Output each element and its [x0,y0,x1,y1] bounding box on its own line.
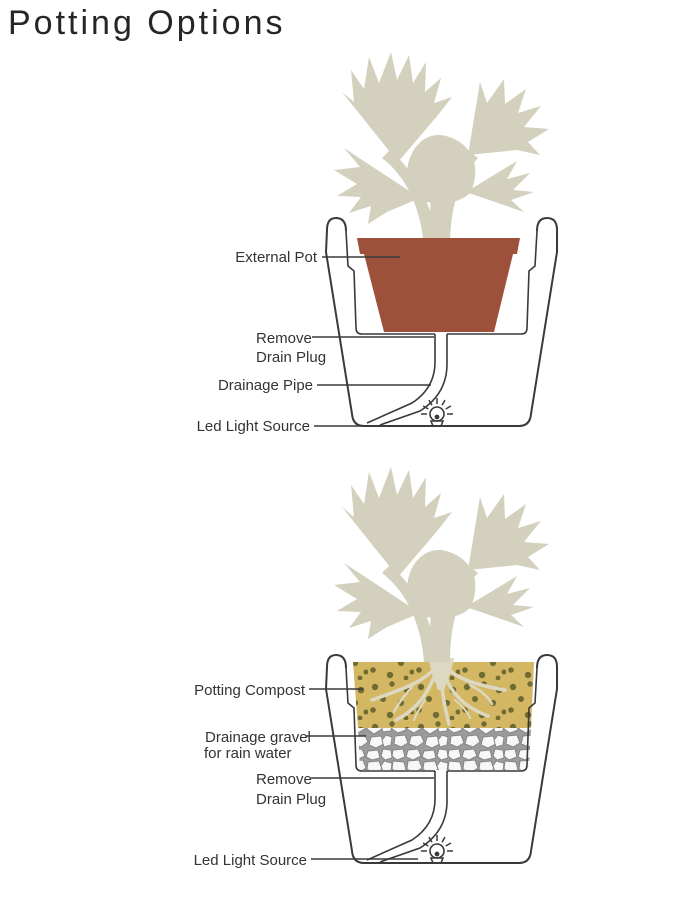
label-for-rain-water: for rain water [204,745,292,762]
label-led-light-source: Led Light Source [193,852,307,869]
diagram-external-pot-option [197,52,557,435]
plant-silhouette [334,52,549,247]
external-pot [357,238,520,332]
gravel-layer [358,728,531,770]
external-pot-rim [357,238,520,254]
label-remove: Remove [256,771,312,788]
label-potting-compost: Potting Compost [194,682,305,699]
page-title: Potting Options [8,4,286,42]
label-drainage-gravel: Drainage gravel [205,729,311,746]
label-remove: Remove [256,330,312,347]
label-drainage-pipe: Drainage Pipe [217,377,313,394]
plant-silhouette [334,467,549,662]
label-drain-plug: Drain Plug [256,349,327,366]
label-drain-plug: Drain Plug [256,791,327,808]
label-led-light-source: Led Light Source [196,418,310,435]
diagram-compost-option [194,467,557,869]
external-pot-body [364,254,513,332]
label-external-pot: External Pot [235,249,317,266]
